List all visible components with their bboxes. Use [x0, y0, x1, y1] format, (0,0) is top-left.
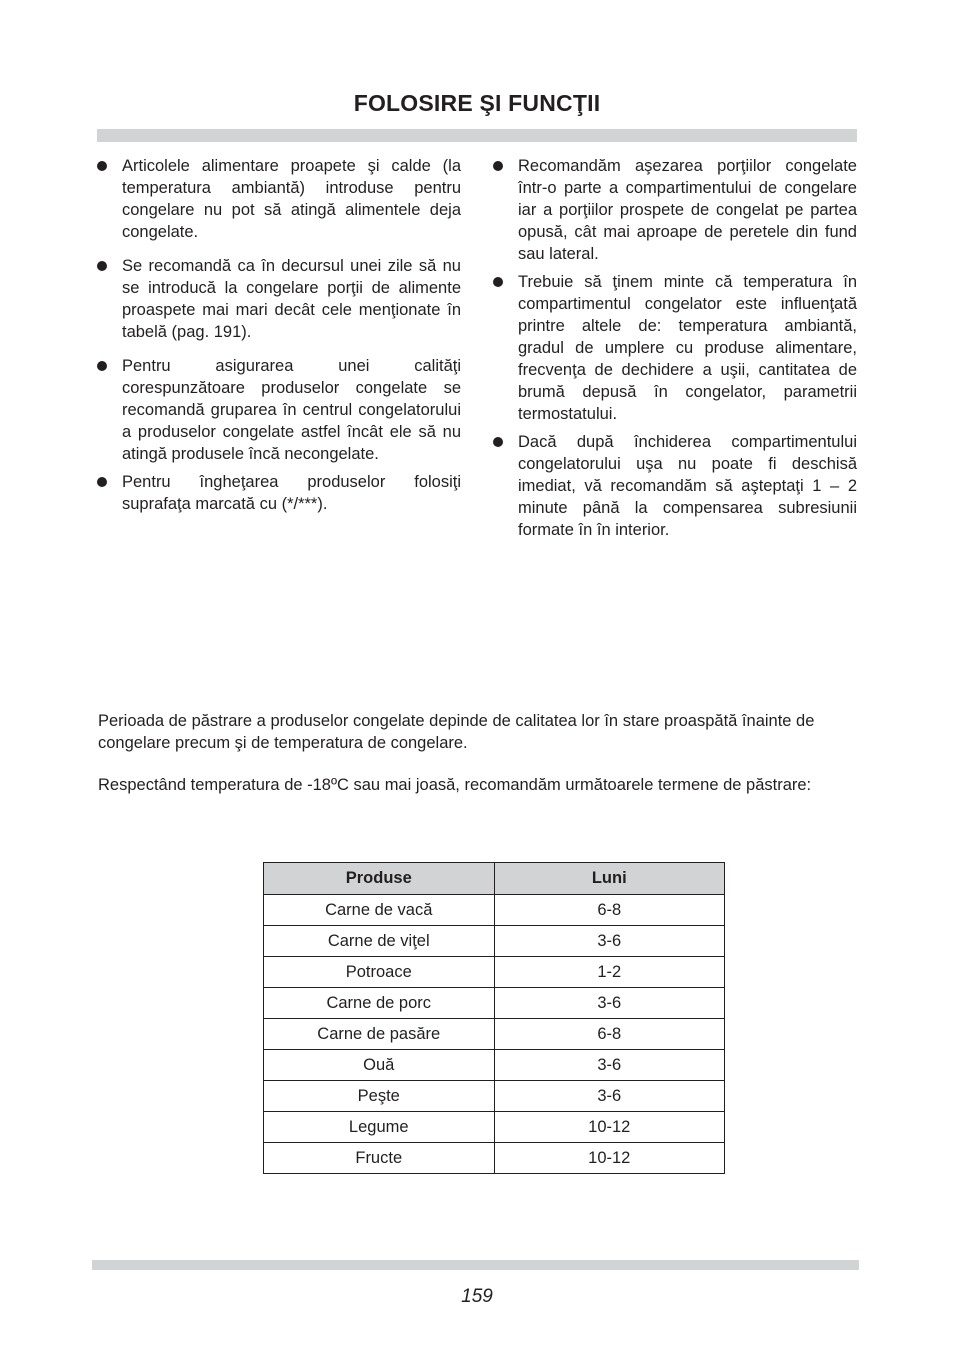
right-column — [492, 155, 857, 553]
list-item-text: Recomandăm aşezarea porţiilor congelate într-o parte a compartimentului de congelare iar a porţiilor prospete de congelat pe partea opusă, cât mai aproape de peretele din fund sau lateral. — [518, 157, 857, 263]
months-cell: 3-6 — [494, 988, 725, 1019]
table-row — [264, 1050, 725, 1081]
page-number: 159 — [461, 1286, 493, 1307]
months-cell: 10-12 — [494, 1112, 725, 1143]
storage-paragraph: Perioada de păstrare a produselor congelate depinde de calitatea lor în stare proaspătă înainte de congelare precum şi de temperatura de congelare. — [98, 712, 815, 752]
list-item — [96, 255, 461, 343]
product-cell: Potroace — [264, 957, 495, 988]
list-item — [96, 155, 461, 243]
months-cell: 3-6 — [494, 1050, 725, 1081]
bullet-icon — [97, 361, 107, 371]
storage-table — [263, 862, 725, 1174]
column-header-products: Produse — [264, 863, 495, 895]
bullet-list-right — [492, 155, 857, 541]
bullet-icon — [493, 277, 503, 287]
list-item — [96, 471, 461, 515]
list-item-text: Pentru îngheţarea produselor folosiţi suprafaţa marcată cu (*/***). — [122, 473, 461, 513]
column-header-months: Luni — [494, 863, 725, 895]
list-item — [492, 155, 857, 265]
list-item-text: Dacă după închiderea compartimentului congelatorului uşa nu poate fi deschisă imediat, vă recomandăm să aşteptaţi 1 – 2 minute până la compensarea subresiunii formate în în interior. — [518, 433, 857, 539]
product-cell: Carne de pasăre — [264, 1019, 495, 1050]
months-cell: 10-12 — [494, 1143, 725, 1174]
table-row — [264, 957, 725, 988]
months-cell: 6-8 — [494, 895, 725, 926]
table-row — [264, 1143, 725, 1174]
list-item-text: Pentru asigurarea unei calităţi corespunzătoare produselor congelate se recomandă gruparea în centrul congelatorului a produselor congelate astfel încât ele să nu atingă produsele încă necongelate. — [122, 357, 461, 463]
list-item-text: Articolele alimentare proapete şi calde (la temperatura ambiantă) introduse pentru congelare nu pot să atingă alimentele deja congelate. — [122, 157, 461, 241]
product-cell: Carne de viţel — [264, 926, 495, 957]
list-item — [492, 431, 857, 541]
table-row — [264, 1019, 725, 1050]
footer-divider — [92, 1260, 859, 1270]
months-cell: 3-6 — [494, 926, 725, 957]
list-item — [492, 271, 857, 425]
months-cell: 6-8 — [494, 1019, 725, 1050]
bullet-icon — [97, 477, 107, 487]
temperature-paragraph: Respectând temperatura de -18ºC sau mai joasă, recomandăm următoarele termene de păstrare: — [98, 776, 812, 794]
product-cell: Legume — [264, 1112, 495, 1143]
header-divider — [97, 129, 857, 142]
list-item-text: Trebuie să ţinem minte că temperatura în compartimentul congelator este influenţată printre altele de: temperatura ambiantă, gradul de umplere cu produse alimentare, frecvenţa de dechidere a uşii, cantitatea de brumă depusă în congelator, parametrii termostatului. — [518, 273, 857, 423]
product-cell: Peşte — [264, 1081, 495, 1112]
table-header-row — [264, 863, 725, 895]
months-cell: 1-2 — [494, 957, 725, 988]
product-cell: Carne de porc — [264, 988, 495, 1019]
list-item-text: Se recomandă ca în decursul unei zile să nu se introducă la congelare porţii de alimente proaspete mai mari decât cele menţionate în tabelă (pag. 191). — [122, 257, 461, 341]
months-cell: 3-6 — [494, 1081, 725, 1112]
list-item — [96, 355, 461, 465]
table-row — [264, 926, 725, 957]
product-cell: Fructe — [264, 1143, 495, 1174]
bullet-icon — [97, 161, 107, 171]
bullet-list-left — [96, 155, 461, 515]
bullet-icon — [97, 261, 107, 271]
table-row — [264, 988, 725, 1019]
page-title: FOLOSIRE ŞI FUNCŢII — [353, 90, 601, 116]
product-cell: Carne de vacă — [264, 895, 495, 926]
bullet-icon — [493, 437, 503, 447]
table-row — [264, 1112, 725, 1143]
bullet-icon — [493, 161, 503, 171]
table-row — [264, 895, 725, 926]
product-cell: Ouă — [264, 1050, 495, 1081]
table-row — [264, 1081, 725, 1112]
left-column — [96, 155, 461, 527]
